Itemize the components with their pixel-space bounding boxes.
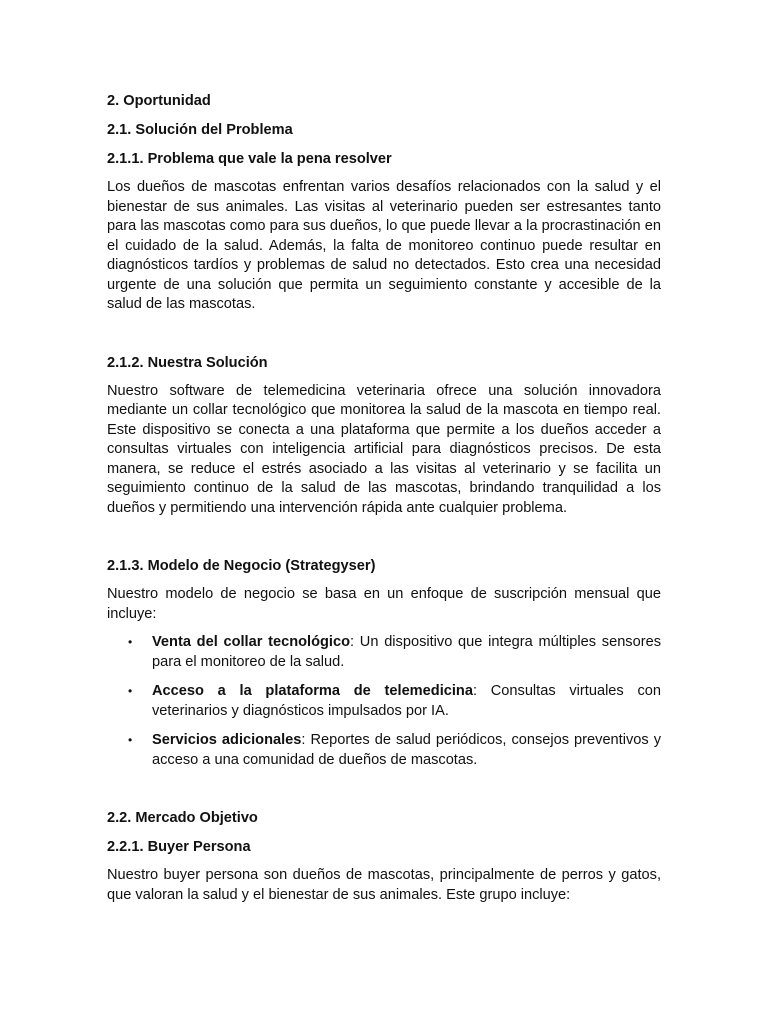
heading-mercado-objetivo: 2.2. Mercado Objetivo <box>107 810 258 826</box>
heading-oportunidad: 2. Oportunidad <box>107 93 211 109</box>
list-item <box>107 731 661 770</box>
heading-modelo-negocio: 2.1.3. Modelo de Negocio (Strategyser) <box>107 558 376 574</box>
bullet-icon: • <box>128 733 133 747</box>
document-page <box>107 88 661 905</box>
list-item <box>107 682 661 721</box>
list-item <box>107 633 661 672</box>
bullet-term: Servicios adicionales <box>152 732 302 748</box>
paragraph-nuestra-solucion: Nuestro software de telemedicina veterinaria ofrece una solución innovadora mediante un collar tecnológico que monitorea la salud de la mascota en tiempo real. Este dispositivo se conecta a una plataforma que permite a los dueños acceder a consultas virtuales con inteligencia artificial para diagnósticos precisos. De esta manera, se reduce el estrés asociado a las visitas al veterinario y se facilita un seguimiento continuo de la salud de las mascotas, brindando tranquilidad a los dueños y permitiendo una intervención rápida ante cualquier problema. <box>107 382 661 516</box>
bullet-text: : Un dispositivo que integra múltiples sensores para el monitoreo de la salud. <box>152 634 661 670</box>
bullet-list <box>107 633 661 770</box>
paragraph-modelo-negocio: Nuestro modelo de negocio se basa en un enfoque de suscripción mensual que incluye: <box>107 586 661 622</box>
bullet-text: : Consultas virtuales con veterinarios y diagnósticos impulsados por IA. <box>152 683 661 719</box>
bullet-text: : Reportes de salud periódicos, consejos preventivos y acceso a una comunidad de dueños de mascotas. <box>152 732 661 768</box>
heading-buyer-persona: 2.2.1. Buyer Persona <box>107 839 251 855</box>
paragraph-problema: Los dueños de mascotas enfrentan varios desafíos relacionados con la salud y el bienestar de sus animales. Las visitas al veterinario pueden ser estresantes tanto para las mascotas como para sus dueños, lo que puede llevar a la procrastinación en el cuidado de la salud. Además, la falta de monitoreo continuo puede resultar en diagnósticos tardíos y problemas de salud no detectados. Esto crea una necesidad urgente de una solución que permita un seguimiento constante y accesible de la salud de las mascotas. <box>107 179 661 312</box>
bullet-icon: • <box>128 635 133 649</box>
bullet-icon: • <box>128 684 133 698</box>
heading-nuestra-solucion: 2.1.2. Nuestra Solución <box>107 354 268 371</box>
bullet-term: Acceso a la plataforma de telemedicina <box>152 683 473 699</box>
heading-solucion-problema: 2.1. Solución del Problema <box>107 122 293 138</box>
bullet-term: Venta del collar tecnológico <box>152 634 351 650</box>
paragraph-buyer-persona: Nuestro buyer persona son dueños de mascotas, principalmente de perros y gatos, que valoran la salud y el bienestar de sus animales. Este grupo incluye: <box>107 867 661 903</box>
heading-problema: 2.1.1. Problema que vale la pena resolver <box>107 151 392 167</box>
